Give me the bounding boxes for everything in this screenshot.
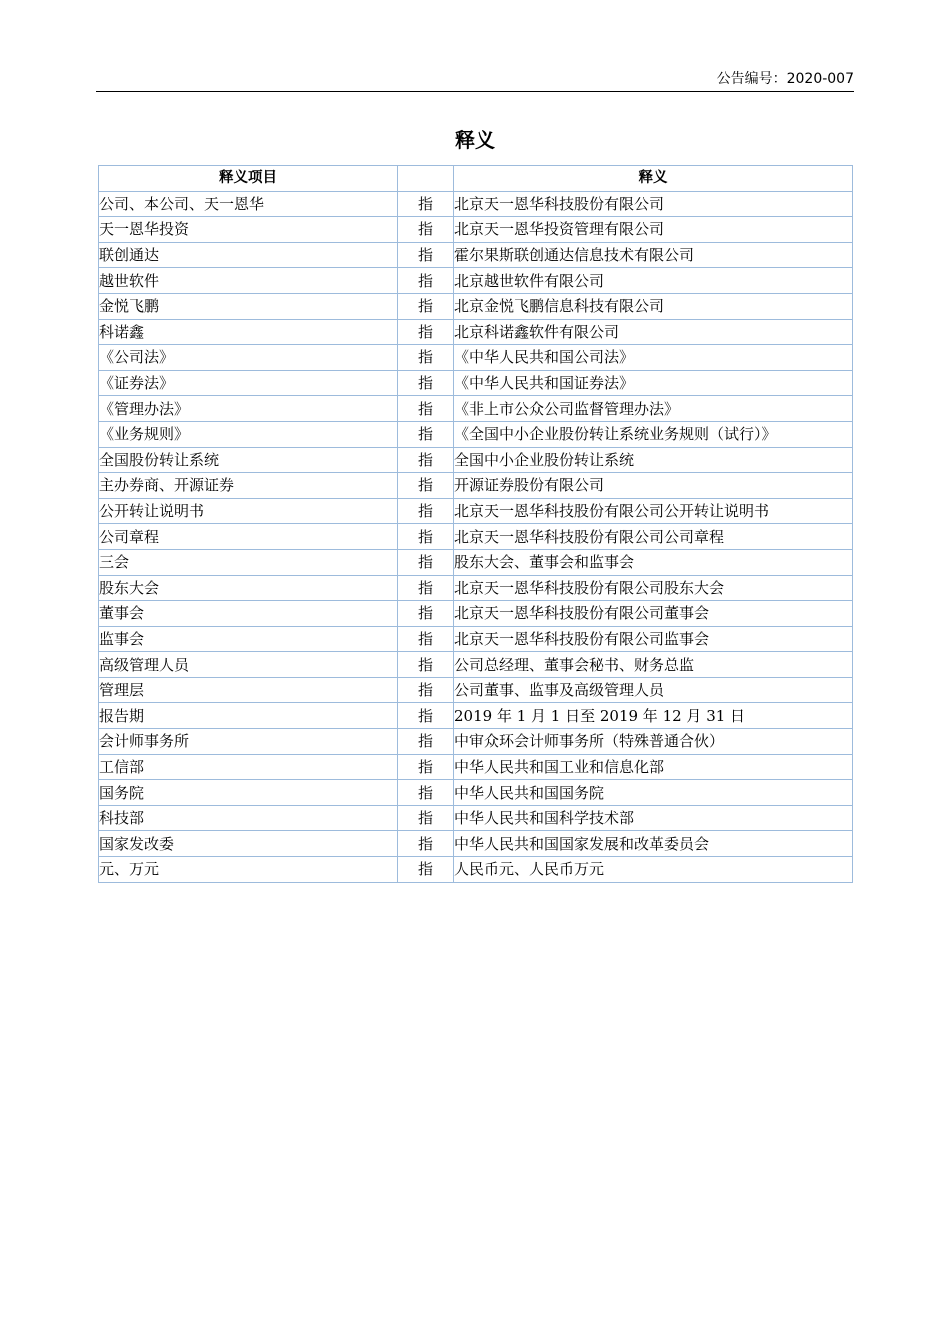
table-row <box>99 780 853 806</box>
definition-cell: 中华人民共和国国务院 <box>454 780 853 806</box>
header-term: 释义项目 <box>99 166 398 192</box>
refers-to-cell: 指 <box>398 549 454 575</box>
definition-cell: 2019 年 1 月 1 日至 2019 年 12 月 31 日 <box>454 703 853 729</box>
definition-cell: 开源证券股份有限公司 <box>454 473 853 499</box>
term-cell: 《管理办法》 <box>99 396 398 422</box>
refers-to-cell: 指 <box>398 831 454 857</box>
definition-cell: 中华人民共和国科学技术部 <box>454 805 853 831</box>
table-row <box>99 396 853 422</box>
header-mid <box>398 166 454 192</box>
refers-to-cell: 指 <box>398 293 454 319</box>
refers-to-cell: 指 <box>398 754 454 780</box>
refers-to-cell: 指 <box>398 498 454 524</box>
refers-to-cell: 指 <box>398 805 454 831</box>
definition-cell: 霍尔果斯联创通达信息技术有限公司 <box>454 242 853 268</box>
term-cell: 监事会 <box>99 626 398 652</box>
definition-cell: 北京天一恩华科技股份有限公司股东大会 <box>454 575 853 601</box>
definition-cell: 中华人民共和国国家发展和改革委员会 <box>454 831 853 857</box>
term-cell: 全国股份转让系统 <box>99 447 398 473</box>
term-cell: 天一恩华投资 <box>99 217 398 243</box>
term-cell: 国家发改委 <box>99 831 398 857</box>
refers-to-cell: 指 <box>398 242 454 268</box>
refers-to-cell: 指 <box>398 524 454 550</box>
term-cell: 元、万元 <box>99 857 398 883</box>
refers-to-cell: 指 <box>398 191 454 217</box>
refers-to-cell: 指 <box>398 601 454 627</box>
definition-cell: 北京天一恩华科技股份有限公司董事会 <box>454 601 853 627</box>
term-cell: 公司、本公司、天一恩华 <box>99 191 398 217</box>
term-cell: 《公司法》 <box>99 345 398 371</box>
announcement-number: 公告编号：2020-007 <box>716 71 854 87</box>
refers-to-cell: 指 <box>398 626 454 652</box>
term-cell: 会计师事务所 <box>99 729 398 755</box>
term-cell: 高级管理人员 <box>99 652 398 678</box>
table-row <box>99 703 853 729</box>
refers-to-cell: 指 <box>398 447 454 473</box>
refers-to-cell: 指 <box>398 677 454 703</box>
refers-to-cell: 指 <box>398 473 454 499</box>
term-cell: 《业务规则》 <box>99 421 398 447</box>
refers-to-cell: 指 <box>398 652 454 678</box>
table-row <box>99 677 853 703</box>
table-row <box>99 652 853 678</box>
definition-cell: 全国中小企业股份转让系统 <box>454 447 853 473</box>
table-row <box>99 524 853 550</box>
table-row <box>99 345 853 371</box>
term-cell: 《证券法》 <box>99 370 398 396</box>
table-row <box>99 498 853 524</box>
term-cell: 越世软件 <box>99 268 398 294</box>
definition-cell: 北京天一恩华科技股份有限公司监事会 <box>454 626 853 652</box>
term-cell: 金悦飞鹏 <box>99 293 398 319</box>
term-cell: 三会 <box>99 549 398 575</box>
refers-to-cell: 指 <box>398 421 454 447</box>
term-cell: 报告期 <box>99 703 398 729</box>
table-row <box>99 421 853 447</box>
table-row <box>99 729 853 755</box>
definition-cell: 北京天一恩华科技股份有限公司公司章程 <box>454 524 853 550</box>
table-row <box>99 805 853 831</box>
table-row <box>99 242 853 268</box>
term-cell: 董事会 <box>99 601 398 627</box>
refers-to-cell: 指 <box>398 217 454 243</box>
definition-cell: 《全国中小企业股份转让系统业务规则（试行）》 <box>454 421 853 447</box>
header-definition: 释义 <box>454 166 853 192</box>
table-header-row <box>99 166 853 192</box>
definition-cell: 北京天一恩华科技股份有限公司 <box>454 191 853 217</box>
table-row <box>99 549 853 575</box>
definition-cell: 公司总经理、董事会秘书、财务总监 <box>454 652 853 678</box>
definition-cell: 《中华人民共和国公司法》 <box>454 345 853 371</box>
definition-cell: 北京金悦飞鹏信息科技有限公司 <box>454 293 853 319</box>
term-cell: 主办券商、开源证券 <box>99 473 398 499</box>
glossary-body <box>99 191 853 882</box>
table-row <box>99 447 853 473</box>
term-cell: 科技部 <box>99 805 398 831</box>
table-row <box>99 293 853 319</box>
definition-cell: 北京科诺鑫软件有限公司 <box>454 319 853 345</box>
definition-cell: 北京天一恩华科技股份有限公司公开转让说明书 <box>454 498 853 524</box>
table-row <box>99 473 853 499</box>
term-cell: 联创通达 <box>99 242 398 268</box>
header-divider <box>96 91 854 92</box>
table-row <box>99 626 853 652</box>
table-row <box>99 319 853 345</box>
table-row <box>99 217 853 243</box>
table-row <box>99 191 853 217</box>
refers-to-cell: 指 <box>398 857 454 883</box>
definition-cell: 人民币元、人民币万元 <box>454 857 853 883</box>
term-cell: 公司章程 <box>99 524 398 550</box>
term-cell: 国务院 <box>99 780 398 806</box>
term-cell: 股东大会 <box>99 575 398 601</box>
refers-to-cell: 指 <box>398 780 454 806</box>
table-row <box>99 601 853 627</box>
page-title: 释义 <box>455 128 495 152</box>
table-row <box>99 754 853 780</box>
glossary-table <box>98 165 853 883</box>
refers-to-cell: 指 <box>398 729 454 755</box>
definition-cell: 北京越世软件有限公司 <box>454 268 853 294</box>
definition-cell: 中华人民共和国工业和信息化部 <box>454 754 853 780</box>
refers-to-cell: 指 <box>398 268 454 294</box>
refers-to-cell: 指 <box>398 370 454 396</box>
table-row <box>99 370 853 396</box>
table-row <box>99 857 853 883</box>
refers-to-cell: 指 <box>398 703 454 729</box>
definition-cell: 《非上市公众公司监督管理办法》 <box>454 396 853 422</box>
term-cell: 管理层 <box>99 677 398 703</box>
definition-cell: 股东大会、董事会和监事会 <box>454 549 853 575</box>
term-cell: 工信部 <box>99 754 398 780</box>
definition-cell: 北京天一恩华投资管理有限公司 <box>454 217 853 243</box>
term-cell: 公开转让说明书 <box>99 498 398 524</box>
definition-cell: 中审众环会计师事务所（特殊普通合伙） <box>454 729 853 755</box>
refers-to-cell: 指 <box>398 345 454 371</box>
refers-to-cell: 指 <box>398 396 454 422</box>
refers-to-cell: 指 <box>398 575 454 601</box>
table-row <box>99 831 853 857</box>
definition-cell: 公司董事、监事及高级管理人员 <box>454 677 853 703</box>
refers-to-cell: 指 <box>398 319 454 345</box>
table-row <box>99 268 853 294</box>
table-row <box>99 575 853 601</box>
term-cell: 科诺鑫 <box>99 319 398 345</box>
definition-cell: 《中华人民共和国证券法》 <box>454 370 853 396</box>
